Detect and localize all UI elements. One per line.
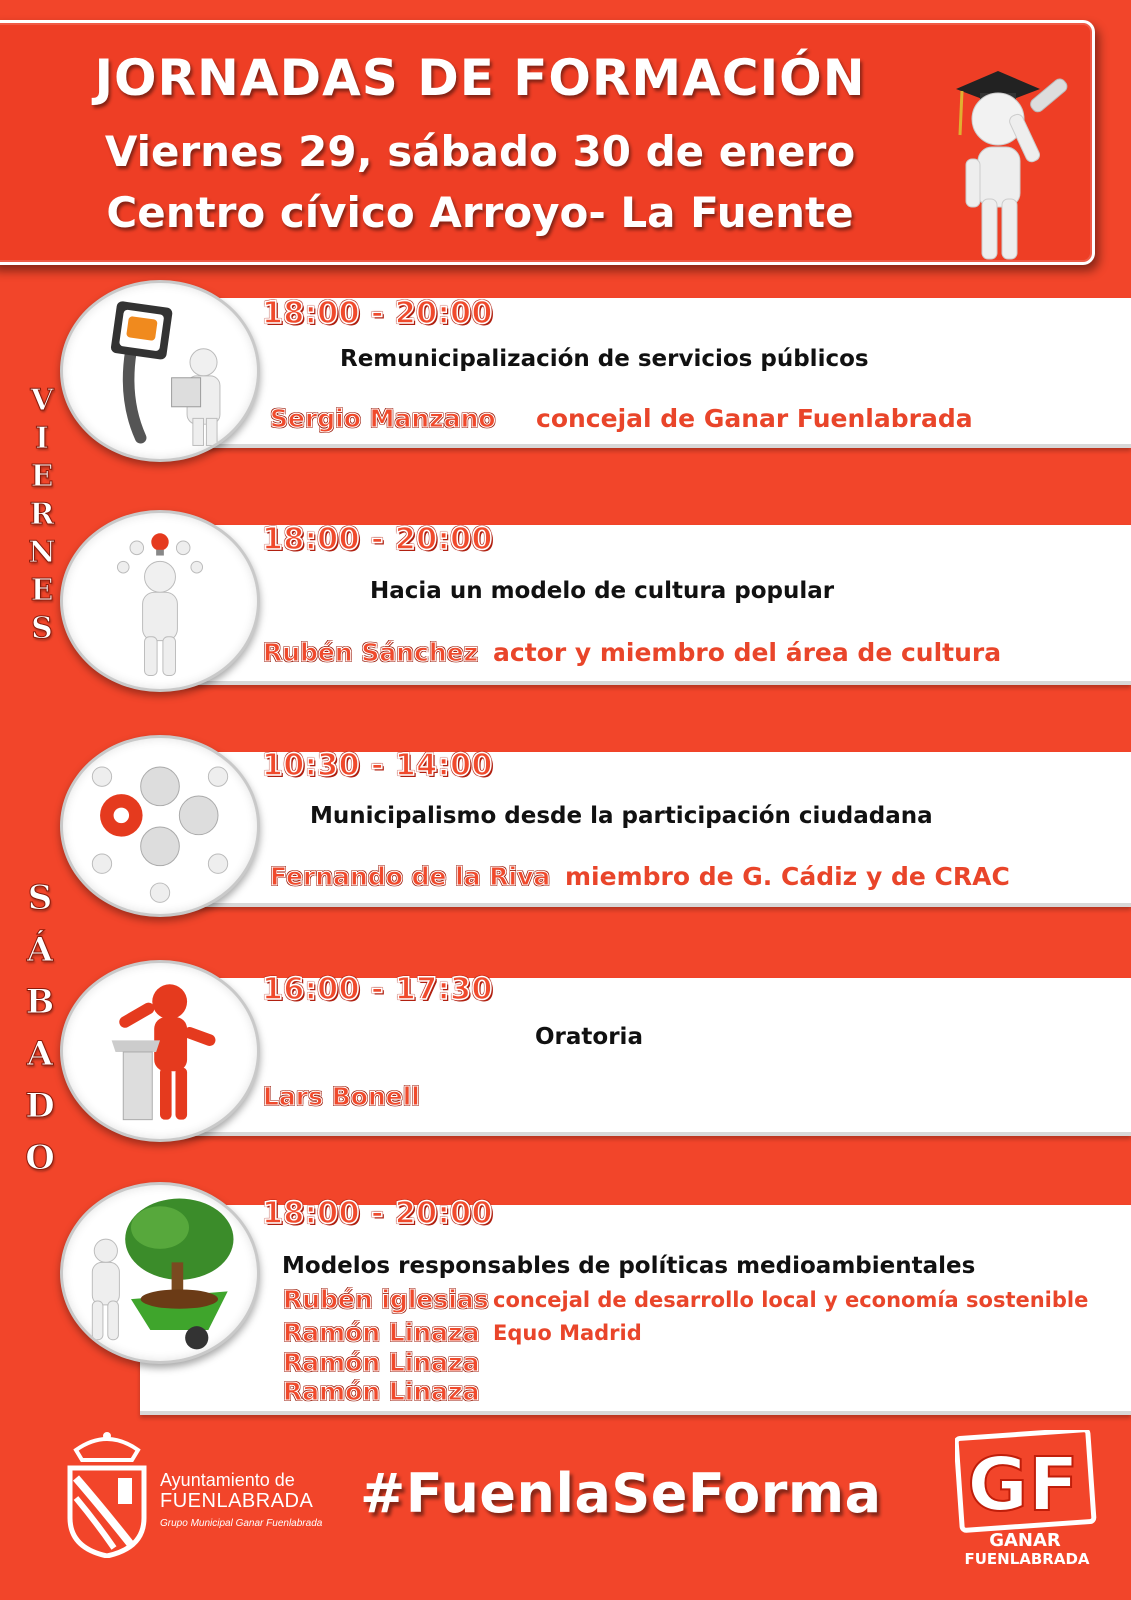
speaker-name-2: Rubén Sánchez [263, 638, 479, 667]
session-time-1: 18:00 - 20:00 [262, 296, 493, 331]
speaker-podium-icon [63, 963, 257, 1139]
speaker-name-4: Lars Bonell [263, 1082, 420, 1111]
gf-line-2: FUENLABRADA [964, 1550, 1090, 1568]
day-letter: R [29, 497, 55, 532]
session-image-4 [60, 960, 260, 1142]
session-title-1: Remunicipalización de servicios públicos [340, 346, 869, 372]
friday-letters [20, 382, 64, 648]
session-title-2: Hacia un modelo de cultura popular [370, 578, 835, 604]
day-letter: I [34, 421, 50, 456]
gf-letters: GF [967, 1442, 1079, 1528]
speaker-name-1: Sergio Manzano [270, 404, 496, 433]
speaker-name-5d: Ramón Linaza [283, 1377, 480, 1406]
session-title-4: Oratoria [535, 1024, 643, 1050]
hashtag: #FuenlaSeForma [360, 1462, 882, 1525]
speaker-role-1: concejal de Ganar Fuenlabrada [536, 404, 973, 433]
day-letter: E [30, 573, 54, 608]
session-time-2: 18:00 - 20:00 [262, 522, 493, 557]
day-letter: S [27, 878, 53, 918]
day-letter: B [25, 982, 55, 1022]
session-time-5: 18:00 - 20:00 [262, 1196, 493, 1231]
session-title-5: Modelos responsables de políticas medioambientales [282, 1253, 976, 1279]
event-dates: Viernes 29, sábado 30 de enero [104, 127, 856, 176]
day-letter: N [28, 535, 56, 570]
event-place: Centro cívico Arroyo- La Fuente [106, 188, 854, 237]
day-letter: E [30, 459, 54, 494]
gf-line-1: GANAR [989, 1530, 1061, 1551]
day-label-friday [20, 382, 64, 648]
speaker-name-5b: Ramón Linaza [283, 1318, 480, 1347]
gears-group-icon [63, 738, 257, 914]
day-letter: A [26, 1034, 54, 1074]
speaker-role-2: actor y miembro del área de cultura [493, 638, 1002, 667]
day-label-saturday [18, 872, 62, 1184]
bus-stop-sign-icon [63, 283, 257, 459]
session-title-3: Municipalismo desde la participación ciudadana [310, 803, 933, 829]
day-letter: Á [26, 930, 54, 970]
day-letter: S [31, 611, 53, 646]
day-letter: D [25, 1086, 55, 1126]
ayto-line-3: Grupo Municipal Ganar Fuenlabrada [160, 1518, 323, 1529]
speaker-name-5c: Ramón Linaza [283, 1348, 480, 1377]
graduate-figure-icon [948, 49, 1078, 269]
day-letter: O [25, 1138, 55, 1178]
speaker-role-3: miembro de G. Cádiz y de CRAC [565, 862, 1010, 891]
saturday-letters [18, 872, 62, 1184]
speaker-role-5a: concejal de desarrollo local y economía sostenible [493, 1288, 1089, 1312]
tree-wheelbarrow-icon [63, 1185, 257, 1361]
session-time-4: 16:00 - 17:30 [262, 972, 493, 1007]
fuenlabrada-crest-logo [62, 1428, 152, 1558]
header-box [0, 20, 1095, 265]
poster-title: JORNADAS DE FORMACIÓN [94, 49, 866, 107]
speaker-name-5a: Rubén iglesias [283, 1285, 489, 1314]
speaker-role-5b: Equo Madrid [493, 1321, 642, 1345]
session-image-5 [60, 1182, 260, 1364]
lightbulb-thinking-figure-icon [63, 513, 257, 689]
ganar-fuenlabrada-logo [955, 1430, 1100, 1570]
session-image-3 [60, 735, 260, 917]
session-image-2 [60, 510, 260, 692]
session-time-3: 10:30 - 14:00 [262, 748, 493, 783]
ayto-line-2: FUENLABRADA [160, 1490, 314, 1512]
speaker-name-3: Fernando de la Riva [270, 862, 551, 891]
session-image-1 [60, 280, 260, 462]
day-letter: V [30, 383, 54, 418]
ayto-line-1: Ayuntamiento de [160, 1470, 295, 1490]
